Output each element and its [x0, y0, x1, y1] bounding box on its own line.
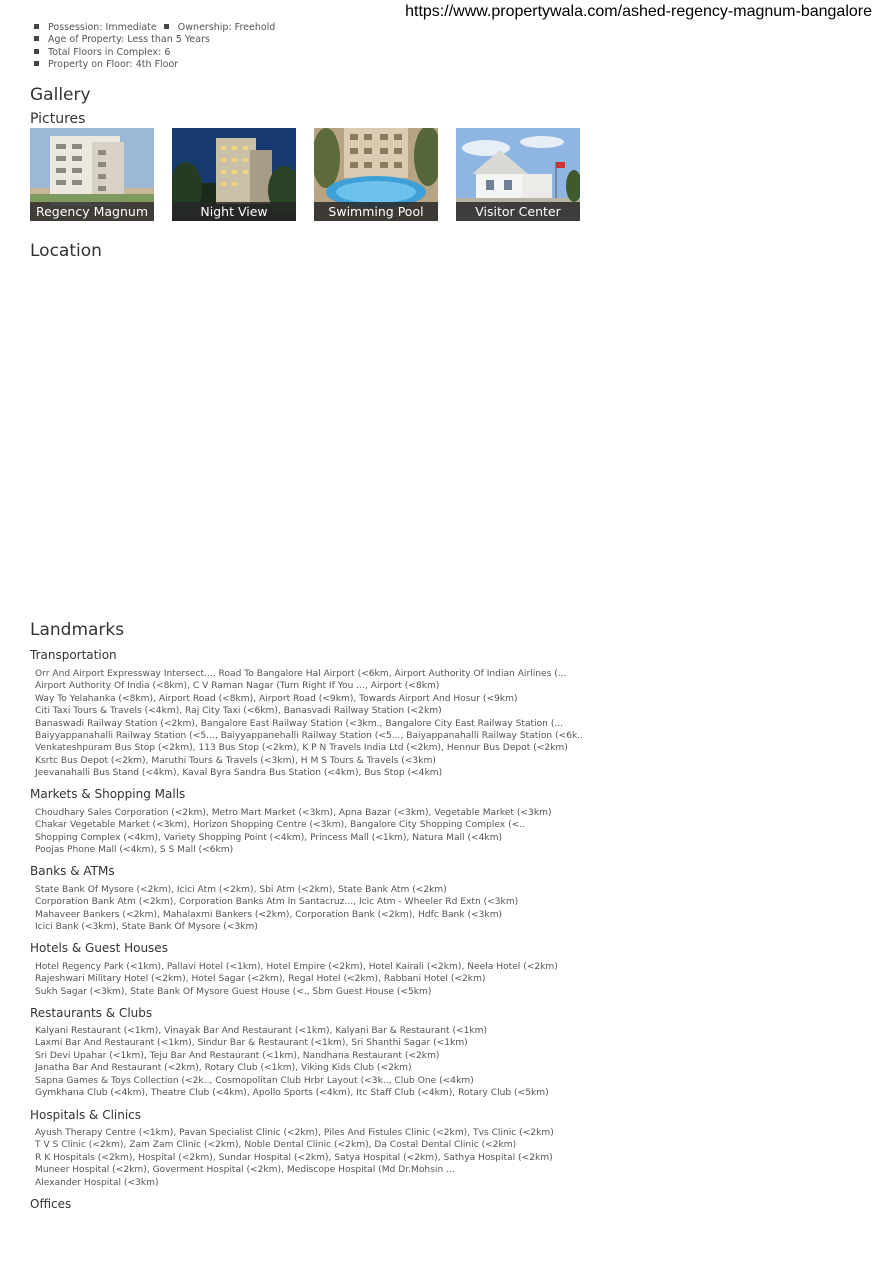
location-heading: Location [30, 241, 102, 261]
landmark-item: Mahalaxmi Bankers (<2km) , [163, 910, 295, 920]
landmark-item: State Bank Atm (<2km) [338, 885, 447, 895]
landmark-item: Hotel Kairali (<2km) , [369, 962, 468, 972]
landmark-item: Corporation Banks Atm In Santacruz... , [179, 897, 359, 907]
landmark-item: Regal Hotel (<2km) , [288, 974, 384, 984]
picture-caption: Regency Magnum [30, 202, 154, 221]
landmark-row [35, 1075, 595, 1087]
landmark-item: Hdfc Bank (<3km) [418, 909, 503, 920]
landmark-item: Airport Authority Of India (<8km) , [35, 681, 193, 691]
landmark-row [35, 1087, 595, 1099]
landmark-item: Pavan Specialist Clinic (<2km) , [179, 1128, 324, 1138]
landmark-item: Hotel Empire (<2km) , [266, 962, 368, 972]
landmark-item: Club One (<4km) [394, 1075, 474, 1086]
landmark-row [35, 1062, 595, 1074]
markets-list [35, 807, 595, 857]
landmark-item: Rotary Club (<5km) [458, 1088, 549, 1099]
fact-possession-ownership: Possession: Immediate Ownership: Freehold [34, 22, 275, 34]
landmark-row [35, 730, 595, 742]
landmark-item: Viking Kids Club (<2km) [300, 1063, 412, 1074]
landmark-item: Sathya Hospital (<2km) [443, 1152, 553, 1163]
landmark-item: Hennur Bus Depot (<2km) [446, 743, 568, 754]
landmark-item: Towards Airport And Hosur (<9km) [359, 693, 518, 704]
landmark-row [35, 832, 595, 844]
landmark-row [35, 909, 595, 921]
bullet-icon [34, 24, 39, 29]
landmark-item: Airport Road (<9km) , [259, 694, 359, 704]
landmark-item: Laxmi Bar And Restaurant (<1km) , [35, 1038, 197, 1048]
fact-property-floor: Property on Floor: 4th Floor [34, 59, 275, 71]
landmark-item: Metro Mart Market (<3km) , [212, 808, 339, 818]
landmark-item: Rotary Club (<1km) , [205, 1063, 301, 1073]
landmark-item: Pallavi Hotel (<1km) , [167, 962, 266, 972]
landmark-item: Baiyappanahalli Railway Station (<6k.. [406, 731, 584, 742]
landmark-item: Baiyyappanahalli Railway Station (<5... , [35, 731, 221, 741]
landmark-row [35, 668, 595, 680]
gallery-picture-swimming-pool[interactable] [314, 128, 438, 221]
landmark-item: Sapna Games & Toys Collection (<2k.. , [35, 1076, 215, 1086]
landmark-row [35, 718, 595, 730]
category-banks: Banks & ATMs [30, 864, 115, 878]
landmark-row [35, 705, 595, 717]
landmark-item: Natura Mall (<4km) [412, 832, 503, 843]
landmark-item: Gymkhana Club (<4km) , [35, 1088, 151, 1098]
landmark-item: Sri Devi Upahar (<1km) , [35, 1051, 150, 1061]
landmark-row [35, 1037, 595, 1049]
landmark-item: Goverment Hospital (<2km) , [153, 1165, 287, 1175]
landmark-item: T V S Clinic (<2km) , [35, 1140, 129, 1150]
landmark-row [35, 680, 595, 692]
landmark-row [35, 1050, 595, 1062]
transportation-list [35, 668, 595, 780]
landmark-item: Alexander Hospital (<3km) [35, 1177, 159, 1188]
landmark-item: Icic Atm - Wheeler Rd Extn (<3km) [358, 897, 519, 908]
landmark-item: Theatre Club (<4km) , [151, 1088, 253, 1098]
landmark-item: Mediscope Hospital (Md Dr.Mohsin ... [286, 1165, 455, 1176]
landmark-item: Kalyani Bar & Restaurant (<1km) [335, 1026, 488, 1036]
landmark-item: Noble Dental Clinic (<2km) , [244, 1140, 374, 1150]
landmark-item: Road To Bangalore Hal Airport (<6km , [219, 669, 395, 679]
landmark-item: Poojas Phone Mall (<4km) , [35, 845, 160, 855]
landmark-item: Apollo Sports (<4km) , [253, 1088, 357, 1098]
landmark-item: Cosmopolitan Club Hrbr Layout (<3k.. , [215, 1076, 394, 1086]
landmark-item: 113 Bus Stop (<2km) , [198, 743, 302, 753]
landmark-item: Hotel Sagar (<2km) , [191, 974, 288, 984]
landmark-item: Bangalore East Railway Station (<3km. , [201, 719, 386, 729]
landmark-row [35, 1152, 595, 1164]
category-hospitals: Hospitals & Clinics [30, 1108, 142, 1122]
landmarks-heading: Landmarks [30, 620, 125, 640]
landmark-item: Rajeshwari Military Hotel (<2km) , [35, 974, 191, 984]
landmark-row [35, 961, 595, 973]
landmark-row [35, 767, 595, 779]
landmark-item: Maruthi Tours & Travels (<3km) , [151, 756, 300, 766]
landmark-item: Princess Mall (<1km) , [310, 833, 412, 843]
landmark-item: Airport Road (<8km) , [159, 694, 259, 704]
picture-caption: Swimming Pool [314, 202, 438, 221]
landmark-item: Rabbani Hotel (<2km) [383, 974, 486, 985]
landmark-item: H M S Tours & Travels (<3km) [300, 755, 436, 766]
landmark-item: Bus Stop (<4km) [364, 768, 443, 779]
landmark-item: Airport (<8km) [370, 681, 440, 692]
landmark-item: Banaswadi Railway Station (<2km) , [35, 719, 201, 729]
landmark-item: Kalyani Restaurant (<1km) , [35, 1026, 164, 1036]
landmark-item: Baiyyappanehalli Railway Station (<5... , [221, 731, 407, 741]
landmark-item: Ksrtc Bus Depot (<2km) , [35, 756, 151, 766]
landmark-item: Kaval Byra Sandra Bus Station (<4km) , [182, 768, 364, 778]
landmark-row [35, 1127, 595, 1139]
fact-total-floors: Total Floors in Complex: 6 [34, 47, 275, 59]
landmark-item: Horizon Shopping Centre (<3km) , [193, 820, 350, 830]
landmark-item: Piles And Fistules Clinic (<2km) , [324, 1128, 473, 1138]
category-restaurants: Restaurants & Clubs [30, 1006, 153, 1020]
landmark-item: Apna Bazar (<3km) , [339, 808, 434, 818]
gallery-picture-visitor-center[interactable] [456, 128, 580, 221]
restaurants-list [35, 1025, 595, 1099]
landmark-item: Hotel Regency Park (<1km) , [35, 962, 167, 972]
landmark-item: Sri Shanthi Sagar (<1km) [351, 1038, 468, 1049]
landmark-item: Corporation Bank Atm (<2km) , [35, 897, 179, 907]
gallery-picture-night-view[interactable] [172, 128, 296, 221]
landmark-row [35, 755, 595, 767]
landmark-row [35, 1164, 595, 1176]
landmark-row [35, 921, 595, 933]
landmark-item: R K Hospitals (<2km) , [35, 1153, 138, 1163]
landmark-item: Sbm Guest House (<5km) [312, 986, 432, 997]
landmark-item: Icici Bank (<3km) , [35, 922, 122, 932]
pictures-heading: Pictures [30, 111, 86, 127]
landmark-item: Muneer Hospital (<2km) , [35, 1165, 153, 1175]
landmark-item: Da Costal Dental Clinic (<2km) [374, 1140, 517, 1151]
hotels-list [35, 961, 595, 998]
landmark-item: Choudhary Sales Corporation (<2km) , [35, 808, 212, 818]
picture-gallery [30, 128, 580, 221]
landmark-row [35, 896, 595, 908]
landmark-item: Bangalore City Shopping Complex (<.. [349, 820, 526, 831]
bullet-icon [34, 36, 39, 41]
landmark-item: Citi Taxi Tours & Travels (<4km) , [35, 706, 185, 716]
landmark-item: Teju Bar And Restaurant (<1km) , [150, 1051, 303, 1061]
landmark-row [35, 742, 595, 754]
category-transportation: Transportation [30, 648, 117, 662]
landmark-item: Airport Authority Of Indian Airlines (... [394, 669, 567, 679]
landmark-item: Venkateshpuram Bus Stop (<2km) , [35, 743, 198, 753]
landmark-item: Sukh Sagar (<3km) , [35, 987, 130, 997]
landmark-row [35, 1177, 595, 1189]
landmark-item: Sindur Bar & Restaurant (<1km) , [197, 1038, 351, 1048]
location-map[interactable] [30, 268, 590, 613]
landmark-row [35, 1139, 595, 1151]
bullet-icon [34, 61, 39, 66]
landmark-item: Corporation Bank (<2km) , [295, 910, 418, 920]
landmark-item: Janatha Bar And Restaurant (<2km) , [35, 1063, 205, 1073]
landmark-item: Orr And Airport Expressway Intersect... , [35, 669, 219, 679]
gallery-heading: Gallery [30, 85, 91, 105]
landmark-item: Itc Staff Club (<4km) , [356, 1088, 458, 1098]
landmark-item: Satya Hospital (<2km) , [334, 1153, 443, 1163]
landmark-row [35, 807, 595, 819]
landmark-item: Zam Zam Clinic (<2km) , [129, 1140, 244, 1150]
landmark-row [35, 819, 595, 831]
gallery-picture-regency-magnum[interactable] [30, 128, 154, 221]
landmark-row [35, 884, 595, 896]
landmark-item: S S Mall (<6km) [159, 845, 234, 856]
landmark-item: Nandhana Restaurant (<2km) [302, 1050, 440, 1061]
banks-list [35, 884, 595, 934]
page-url: https://www.propertywala.com/ashed-regency-magnum-bangalore [405, 3, 872, 20]
landmark-item: Variety Shopping Point (<4km) , [164, 833, 310, 843]
landmark-item: State Bank Of Mysore (<3km) [121, 922, 258, 933]
landmark-item: Mahaveer Bankers (<2km) , [35, 910, 163, 920]
landmark-row [35, 1025, 595, 1037]
landmark-item: Shopping Complex (<4km) , [35, 833, 164, 843]
landmark-row [35, 973, 595, 985]
landmark-item: Hospital (<2km) , [138, 1153, 218, 1163]
landmark-item: Bangalore City East Railway Station (... [385, 718, 564, 729]
landmark-item: C V Raman Nagar (Turn Right If You ... , [193, 681, 371, 691]
landmark-item: Tvs Clinic (<2km) [473, 1128, 554, 1138]
category-hotels: Hotels & Guest Houses [30, 941, 168, 955]
category-offices: Offices [30, 1197, 72, 1211]
landmark-item: Vegetable Market (<3km) [434, 808, 552, 818]
landmark-item: Chakar Vegetable Market (<3km) , [35, 820, 193, 830]
landmark-item: Raj City Taxi (<6km) , [185, 706, 284, 716]
landmark-item: Icici Atm (<2km) , [177, 885, 259, 895]
landmark-row [35, 986, 595, 998]
picture-caption: Visitor Center [456, 202, 580, 221]
landmark-item: Vinayak Bar And Restaurant (<1km) , [164, 1026, 335, 1036]
landmark-item: Banasvadi Railway Station (<2km) [283, 706, 442, 717]
bullet-icon [164, 24, 169, 29]
picture-caption: Night View [172, 202, 296, 221]
landmark-item: Sbi Atm (<2km) , [259, 885, 338, 895]
landmark-item: State Bank Of Mysore Guest House (<. , [130, 987, 312, 997]
landmark-row [35, 693, 595, 705]
landmark-item: State Bank Of Mysore (<2km) , [35, 885, 177, 895]
landmark-item: Jeevanahalli Bus Stand (<4km) , [35, 768, 182, 778]
landmark-item: K P N Travels India Ltd (<2km) , [302, 743, 447, 753]
bullet-icon [34, 49, 39, 54]
hospitals-list [35, 1127, 595, 1189]
fact-age: Age of Property: Less than 5 Years [34, 34, 275, 46]
landmark-item: Ayush Therapy Centre (<1km) , [35, 1128, 179, 1138]
landmark-row [35, 844, 595, 856]
landmark-item: Sundar Hospital (<2km) , [219, 1153, 335, 1163]
landmark-item: Neela Hotel (<2km) [467, 962, 558, 972]
property-facts [34, 22, 275, 71]
category-markets: Markets & Shopping Malls [30, 787, 186, 801]
landmark-item: Way To Yelahanka (<8km) , [35, 694, 159, 704]
